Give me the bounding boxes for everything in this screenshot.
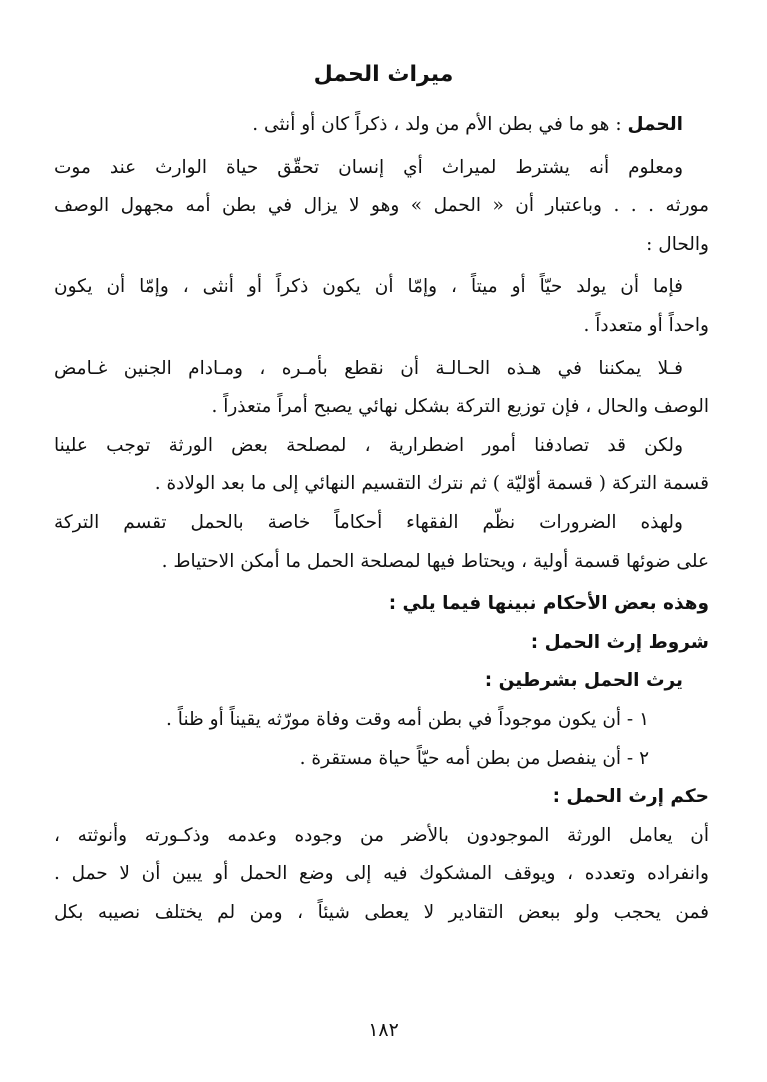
definition-text: : هو ما في بطن الأم من ولد ، ذكراً كان أو أنثى . bbox=[252, 114, 622, 135]
subheading-two-conditions: يرث الحمل بشرطين : bbox=[484, 670, 683, 692]
text-line: ولهذه الضرورات نظّم الفقهاء أحكاماً خاصة بالحمل تقسم التركة bbox=[54, 511, 683, 533]
text-line: وانفراده وتعدده ، ويوقف المشكوك فيه إلى وضع الحمل أو يبين أن لا حمل . bbox=[54, 863, 709, 885]
text-line: ولكن قد تصادفنا أمور اضطرارية ، لمصلحة بعض الورثة توجب علينا bbox=[54, 434, 683, 456]
condition-item: ١ - أن يكون موجوداً في بطن أمه وقت وفاة مورّثه يقيناً أو ظناً . bbox=[166, 708, 649, 730]
section-intro-heading: وهذه بعض الأحكام نبينها فيما يلي : bbox=[388, 593, 709, 615]
page-body bbox=[54, 106, 709, 932]
section-heading-conditions: شروط إرث الحمل : bbox=[530, 631, 709, 653]
text-line: أن يعامل الورثة الموجودون بالأضر من وجوده وعدمه وذكـورته وأنوثته ، bbox=[54, 824, 709, 846]
condition-item: ٢ - أن ينفصل من بطن أمه حيّاً حياة مستقرة . bbox=[299, 747, 649, 769]
definition-line bbox=[54, 106, 709, 145]
text-line: مورثه . . . وباعتبار أن « الحمل » وهو لا يزال في بطن أمه مجهول الوصف bbox=[54, 195, 709, 217]
page-number: ١٨٢ bbox=[368, 1019, 399, 1041]
section-heading-ruling: حكم إرث الحمل : bbox=[552, 786, 709, 808]
text-line: قسمة التركة ( قسمة أوّليّة ) ثم نترك التقسيم النهائي إلى ما بعد الولادة . bbox=[154, 473, 709, 495]
text-line: على ضوئها قسمة أولية ، ويحتاط فيها لمصلحة الحمل ما أمكن الاحتياط . bbox=[161, 550, 709, 572]
defined-term: الحمل bbox=[627, 114, 683, 135]
text-line: والحال : bbox=[646, 233, 709, 255]
text-line: فمن يحجب ولو ببعض التقادير لا يعطى شيئاً ، ومن لم يختلف نصيبه بكل bbox=[54, 901, 709, 923]
text-line: فإما أن يولد حيّاً أو ميتاً ، وإمّا أن يكون ذكراً أو أنثى ، وإمّا أن يكون bbox=[54, 276, 683, 298]
text-line: واحداً أو متعدداً . bbox=[583, 314, 709, 336]
text-line: الوصف والحال ، فإن توزيع التركة بشكل نهائي يصبح أمراً متعذراً . bbox=[211, 396, 709, 418]
page-title: ميراث الحمل bbox=[313, 62, 454, 87]
text-line: فـلا يمكننا في هـذه الحـالـة أن نقطع بأمـره ، ومـادام الجنين غـامض bbox=[54, 357, 683, 379]
text-line: ومعلوم أنه يشترط لميراث أي إنسان تحقّق حياة الوارث عند موت bbox=[54, 156, 683, 178]
